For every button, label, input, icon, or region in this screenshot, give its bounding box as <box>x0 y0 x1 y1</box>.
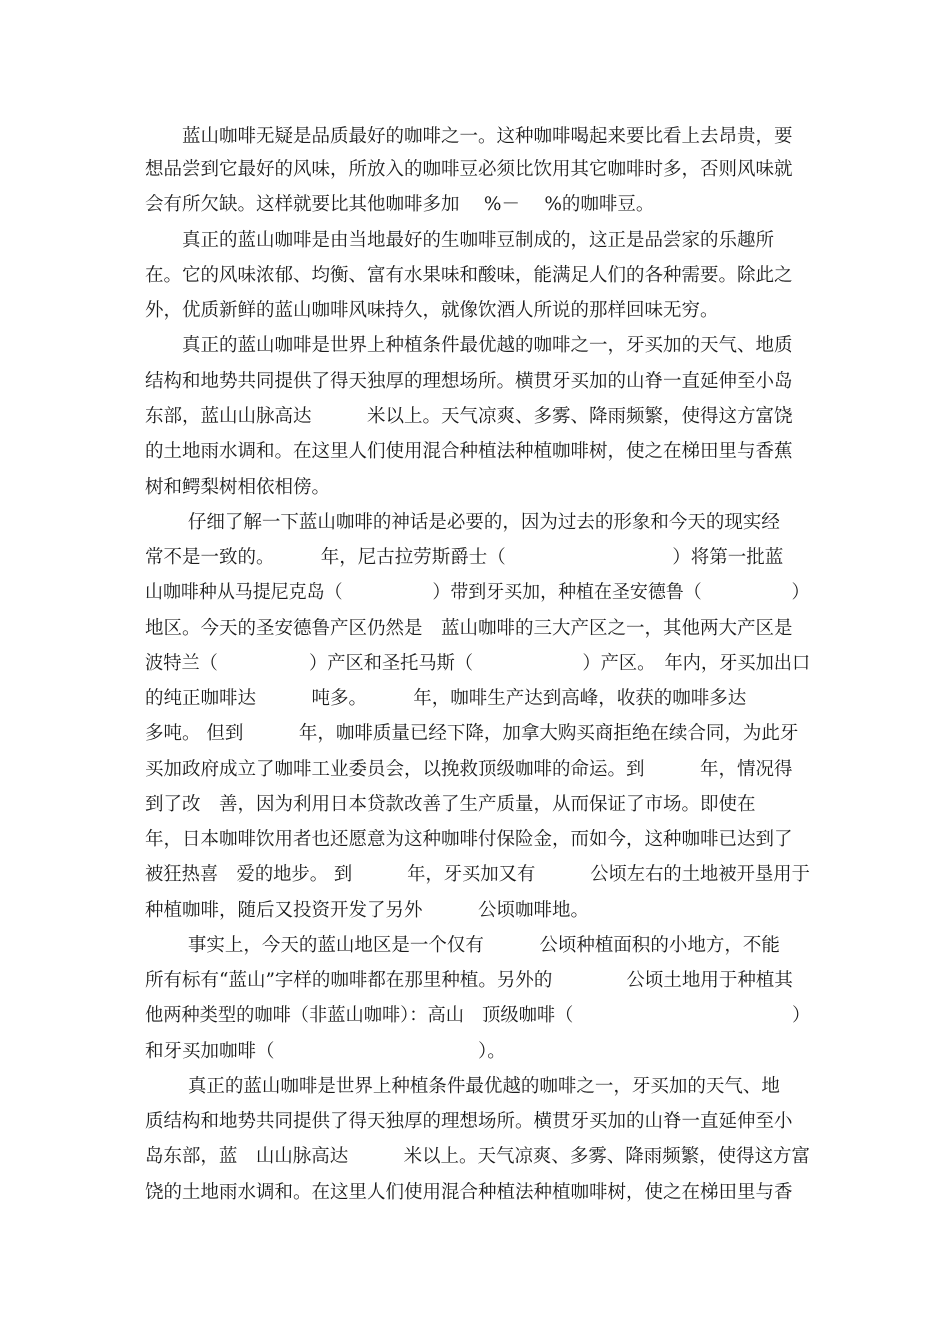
text-line: 年，日本咖啡饮用者也还愿意为这种咖啡付保险金，而如今，这种咖啡已达到了 <box>145 829 793 850</box>
text-line: 波特兰（ ）产区和圣托马斯（ ）产区。 年内，牙买加出口 <box>145 653 811 674</box>
text-line: 真正的蓝山咖啡是世界上种植条件最优越的咖啡之一，牙买加的天气、地质 <box>145 335 793 356</box>
text-line: 他两种类型的咖啡（非蓝山咖啡）：高山 顶级咖啡（ ） <box>145 1005 811 1026</box>
text-line: 真正的蓝山咖啡是世界上种植条件最优越的咖啡之一，牙买加的天气、地 <box>145 1076 780 1097</box>
text-line: 想品尝到它最好的风味，所放入的咖啡豆必须比饮用其它咖啡时多，否则风味就 <box>145 159 793 180</box>
text-line: 仔细了解一下蓝山咖啡的神话是必要的，因为过去的形象和今天的现实经 <box>145 512 780 533</box>
text-line: 种植咖啡，随后又投资开发了另外 公顷咖啡地。 <box>145 900 590 921</box>
text-line: 的土地雨水调和。在这里人们使用混合种植法种植咖啡树，使之在梯田里与香蕉 <box>145 441 793 462</box>
text-line: 饶的土地雨水调和。在这里人们使用混合种植法种植咖啡树，使之在梯田里与香 <box>145 1182 793 1203</box>
text-line: 在。它的风味浓郁、均衡、富有水果味和酸味，能满足人们的各种需要。除此之 <box>145 265 793 286</box>
text-line: 所有标有“蓝山”字样的咖啡都在那里种植。另外的 公顷土地用于种植其 <box>145 970 793 991</box>
text-line: 买加政府成立了咖啡工业委员会，以挽救顶级咖啡的命运。到 年，情况得 <box>145 759 793 780</box>
text-line: 会有所欠缺。这样就要比其他咖啡多加 %－ %的咖啡豆。 <box>145 194 655 215</box>
text-line: 质结构和地势共同提供了得天独厚的理想场所。横贯牙买加的山脊一直延伸至小 <box>145 1111 793 1132</box>
text-line: 山咖啡种从马提尼克岛（ ）带到牙买加，种植在圣安德鲁（ ） <box>145 582 810 603</box>
text-line: 和牙买加咖啡（ ）。 <box>145 1041 506 1062</box>
text-line: 被狂热喜 爱的地步。 到 年，牙买加又有 公顷左右的土地被开垦用于 <box>145 864 810 885</box>
text-line: 真正的蓝山咖啡是由当地最好的生咖啡豆制成的，这正是品尝家的乐趣所 <box>145 230 775 251</box>
text-line: 到了改 善，因为利用日本贷款改善了生产质量，从而保证了市场。即使在 <box>145 794 756 815</box>
text-line: 树和鳄梨树相依相傍。 <box>145 477 331 498</box>
text-line: 蓝山咖啡无疑是品质最好的咖啡之一。这种咖啡喝起来要比看上去昂贵，要 <box>145 126 793 147</box>
text-line: 常不是一致的。 年，尼古拉劳斯爵士（ ）将第一批蓝 <box>145 547 784 568</box>
text-line: 事实上，今天的蓝山地区是一个仅有 公顷种植面积的小地方，不能 <box>145 935 780 956</box>
text-line: 结构和地势共同提供了得天独厚的理想场所。横贯牙买加的山脊一直延伸至小岛 <box>145 371 793 392</box>
text-line: 东部，蓝山山脉高达 米以上。天气凉爽、多雾、降雨频繁，使得这方富饶 <box>145 406 793 427</box>
text-line: 地区。今天的圣安德鲁产区仍然是 蓝山咖啡的三大产区之一，其他两大产区是 <box>145 618 793 639</box>
text-line: 的纯正咖啡达 吨多。 年，咖啡生产达到高峰，收获的咖啡多达 <box>145 688 747 709</box>
text-line: 外，优质新鲜的蓝山咖啡风味持久，就像饮酒人所说的那样回味无穷。 <box>145 300 719 321</box>
text-line: 岛东部，蓝 山山脉高达 米以上。天气凉爽、多雾、降雨频繁，使得这方富 <box>145 1146 811 1167</box>
text-line: 多吨。 但到 年，咖啡质量已经下降，加拿大购买商拒绝在续合同，为此牙 <box>145 723 799 744</box>
